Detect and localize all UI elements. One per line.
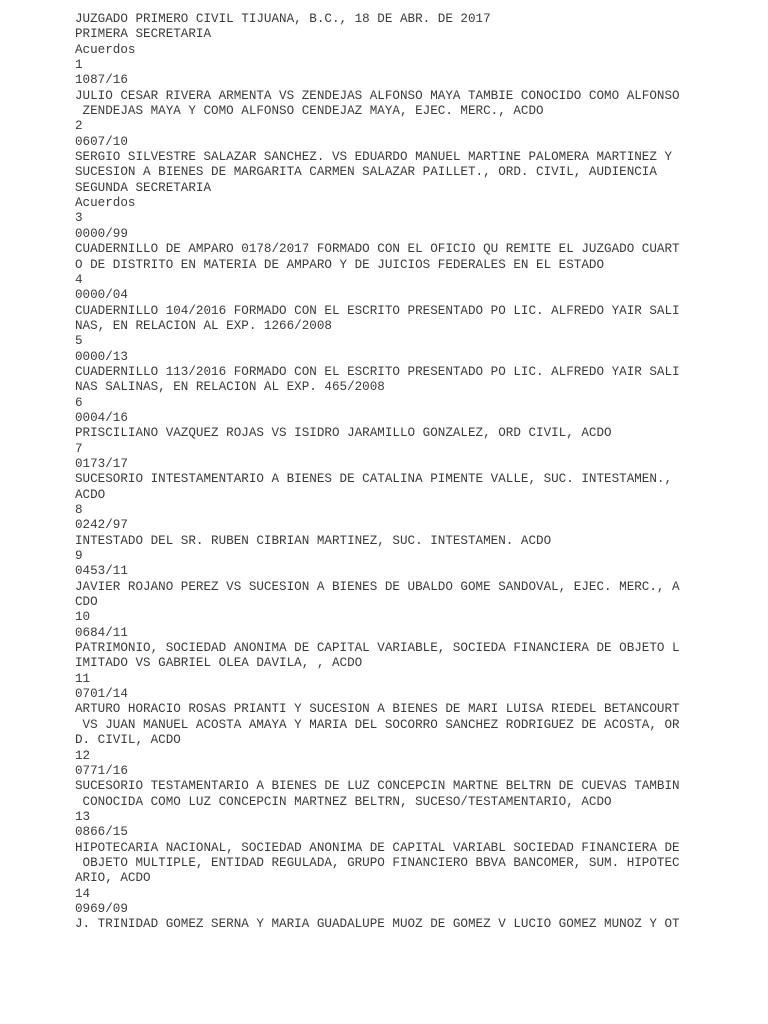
secretary-heading: SEGUNDA SECRETARIA xyxy=(75,180,212,195)
case-number: 0701/14 xyxy=(75,687,128,702)
section-label: Acuerdos xyxy=(75,196,136,211)
case-description-line: OBJETO MULTIPLE, ENTIDAD REGULADA, GRUPO FINANCIERO BBVA BANCOMER, SUM. HIPOTEC xyxy=(75,855,680,870)
entry-number: 10 xyxy=(75,610,91,625)
case-description-line: CONOCIDA COMO LUZ CONCEPCIN MARTNEZ BELTRN, SUCESO/TESTAMENTARIO, ACDO xyxy=(75,794,612,809)
secretary-heading: PRIMERA SECRETARIA xyxy=(75,27,212,42)
case-description-line: CUADERNILLO 104/2016 FORMADO CON EL ESCRITO PRESENTADO PO LIC. ALFREDO YAIR SALI xyxy=(75,303,680,318)
case-description-line: D. CIVIL, ACDO xyxy=(75,733,181,748)
case-description-line: JULIO CESAR RIVERA ARMENTA VS ZENDEJAS ALFONSO MAYA TAMBIE CONOCIDO COMO ALFONSO xyxy=(75,88,680,103)
case-description-line: CUADERNILLO DE AMPARO 0178/2017 FORMADO CON EL OFICIO QU REMITE EL JUZGADO CUART xyxy=(75,242,680,257)
entry-number: 12 xyxy=(75,748,91,763)
entry-number: 6 xyxy=(75,395,83,410)
case-number: 1087/16 xyxy=(75,73,128,88)
entry-number: 2 xyxy=(75,119,83,134)
case-description-line: ZENDEJAS MAYA Y COMO ALFONSO CENDEJAZ MAYA, EJEC. MERC., ACDO xyxy=(75,104,544,119)
case-description-line: J. TRINIDAD GOMEZ SERNA Y MARIA GUADALUPE MUOZ DE GOMEZ V LUCIO GOMEZ MUNOZ Y OT xyxy=(75,917,680,932)
case-description-line: NAS, EN RELACION AL EXP. 1266/2008 xyxy=(75,318,332,333)
entry-number: 13 xyxy=(75,809,91,824)
case-description-line: CUADERNILLO 113/2016 FORMADO CON EL ESCRITO PRESENTADO PO LIC. ALFREDO YAIR SALI xyxy=(75,364,680,379)
case-description-line: ARIO, ACDO xyxy=(75,871,151,886)
case-description-line: ACDO xyxy=(75,487,106,502)
case-description-line: CDO xyxy=(75,595,98,610)
case-description-line: NAS SALINAS, EN RELACION AL EXP. 465/2008 xyxy=(75,380,385,395)
case-description-line: IMITADO VS GABRIEL OLEA DAVILA, , ACDO xyxy=(75,656,363,671)
case-number: 0771/16 xyxy=(75,763,128,778)
case-description-line: HIPOTECARIA NACIONAL, SOCIEDAD ANONIMA DE CAPITAL VARIABL SOCIEDAD FINANCIERA DE xyxy=(75,840,680,855)
section-label: Acuerdos xyxy=(75,42,136,57)
entry-number: 7 xyxy=(75,441,83,456)
entry-number: 3 xyxy=(75,211,83,226)
case-number: 0000/13 xyxy=(75,349,128,364)
entry-number: 9 xyxy=(75,549,83,564)
case-number: 0242/97 xyxy=(75,518,128,533)
case-number: 0684/11 xyxy=(75,625,128,640)
case-description-line: PRISCILIANO VAZQUEZ ROJAS VS ISIDRO JARAMILLO GONZALEZ, ORD CIVIL, ACDO xyxy=(75,426,612,441)
case-description-line: VS JUAN MANUEL ACOSTA AMAYA Y MARIA DEL SOCORRO SANCHEZ RODRIGUEZ DE ACOSTA, OR xyxy=(75,717,680,732)
entry-number: 1 xyxy=(75,58,83,73)
case-description-line: O DE DISTRITO EN MATERIA DE AMPARO Y DE JUICIOS FEDERALES EN EL ESTADO xyxy=(75,257,605,272)
case-number: 0866/15 xyxy=(75,825,128,840)
case-number: 0000/99 xyxy=(75,226,128,241)
case-description-line: PATRIMONIO, SOCIEDAD ANONIMA DE CAPITAL VARIABLE, SOCIEDA FINANCIERA DE OBJETO L xyxy=(75,641,680,656)
document-heading: JUZGADO PRIMERO CIVIL TIJUANA, B.C., 18 DE ABR. DE 2017 xyxy=(75,12,491,26)
case-description-line: SUCESORIO INTESTAMENTARIO A BIENES DE CATALINA PIMENTE VALLE, SUC. INTESTAMEN., xyxy=(75,472,673,487)
entry-number: 11 xyxy=(75,671,91,686)
case-number: 0453/11 xyxy=(75,564,128,579)
case-number: 0004/16 xyxy=(75,410,128,425)
entry-number: 14 xyxy=(75,886,91,901)
case-description-line: SERGIO SILVESTRE SALAZAR SANCHEZ. VS EDUARDO MANUEL MARTINE PALOMERA MARTINEZ Y xyxy=(75,150,673,165)
case-number: 0000/04 xyxy=(75,288,128,303)
document-page xyxy=(75,12,755,933)
case-description-line: SUCESION A BIENES DE MARGARITA CARMEN SALAZAR PAILLET., ORD. CIVIL, AUDIENCIA xyxy=(75,165,657,180)
case-description-line: INTESTADO DEL SR. RUBEN CIBRIAN MARTINEZ, SUC. INTESTAMEN. ACDO xyxy=(75,533,552,548)
case-number: 0607/10 xyxy=(75,134,128,149)
case-description-line: JAVIER ROJANO PEREZ VS SUCESION A BIENES DE UBALDO GOME SANDOVAL, EJEC. MERC., A xyxy=(75,579,680,594)
entry-number: 5 xyxy=(75,334,83,349)
entry-number: 4 xyxy=(75,272,83,287)
case-description-line: ARTURO HORACIO ROSAS PRIANTI Y SUCESION A BIENES DE MARI LUISA RIEDEL BETANCOURT xyxy=(75,702,680,717)
case-number: 0969/09 xyxy=(75,901,128,916)
case-number: 0173/17 xyxy=(75,456,128,471)
case-description-line: SUCESORIO TESTAMENTARIO A BIENES DE LUZ CONCEPCIN MARTNE BELTRN DE CUEVAS TAMBIN xyxy=(75,779,680,794)
entry-number: 8 xyxy=(75,503,83,517)
